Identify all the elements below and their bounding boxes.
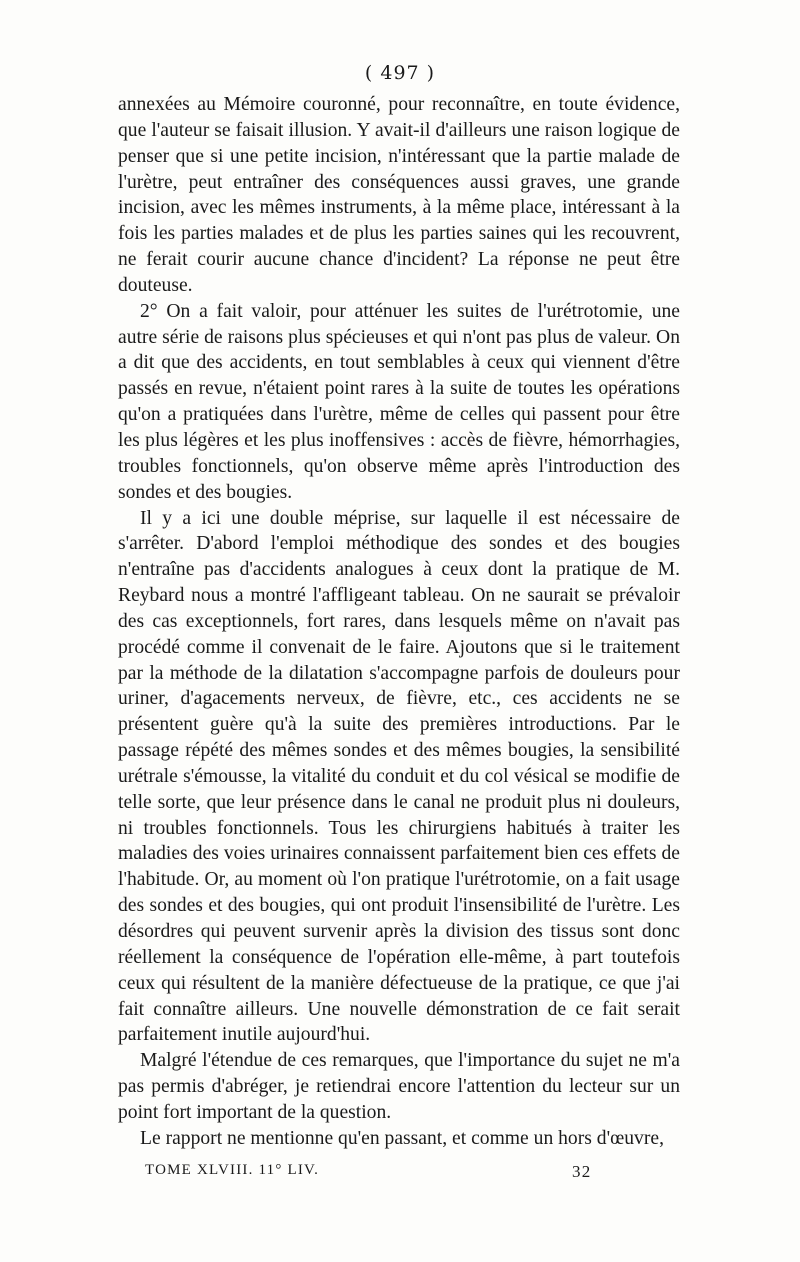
paragraph-second-argument: 2° On a fait valoir, pour atténuer les suites de l'urétrotomie, une autre série de raisons plus spécieuses et qui n'ont pas plus de valeur. On a dit que des accidents, en tout semblables à ceux qui viennent d'être passés en revue, n'étaient point rares à la suite de toutes les opérations qu'on a pratiquées dans l'urètre, même de celles qui passent pour être les plus légères et les plus inoffensives : accès de fièvre, hémorrhagies, troubles fonctionnels, qu'on observe même après l'introduction des sondes et des bougies. (118, 300, 680, 503)
paragraph-remarks: Malgré l'étendue de ces remarques, que l'importance du sujet ne m'a pas permis d'abréger, je retiendrai encore l'attention du lecteur sur un point fort important de la question. (118, 1050, 680, 1123)
paragraph-report: Le rapport ne mentionne qu'en passant, et comme un hors d'œuvre, (140, 1127, 664, 1149)
signature-mark: TOME XLVIII. 11° LIV. (145, 1162, 320, 1178)
page-number: ( 497 ) (364, 62, 436, 84)
paragraph-continued: annexées au Mémoire couronné, pour reconnaître, en toute évidence, que l'auteur se faisait illusion. Y avait-il d'ailleurs une raison logique de penser que si une petite incision, n'intéressant que la partie malade de l'urètre, peut entraîner des conséquences aussi graves, une grande incision, avec les mêmes instruments, à la même place, intéressant à la fois les parties malades et de plus les parties saines qui les recouvrent, ne ferait courir aucune chance d'incident? La réponse ne peut être douteuse. (118, 94, 680, 296)
paragraph-double-misunderstanding: Il y a ici une double méprise, sur laquelle il est nécessaire de s'arrêter. D'abord l'emploi méthodique des sondes et des bougies n'entraîne pas d'accidents analogues à ceux dont la pratique de M. Reybard nous a montré l'affligeant tableau. On ne saurait se prévaloir des cas exceptionnels, fort rares, dans lesquels même on n'avait pas procédé comme il convenait de le faire. Ajoutons que si le traitement par la méthode de la dilatation s'accompagne parfois de douleurs pour uriner, d'agacements nerveux, de fièvre, etc., ces accidents ne se présentent guère qu'à la suite des premières introductions. Par le passage répété des mêmes sondes et des mêmes bougies, la sensibilité urétrale s'émousse, la vitalité du conduit et du col vésical se modifie de telle sorte, que leur présence dans le canal ne produit plus ni douleurs, ni troubles fonctionnels. Tous les chirurgiens habitués à traiter les maladies des voies urinaires connaissent parfaitement bien ces effets de l'habitude. Or, au moment où l'on pratique l'urétrotomie, on a fait usage des sondes et des bougies, qui ont produit l'insensibilité de l'urètre. Les désordres qui peuvent survenir après la division des tissus sont donc réellement la conséquence de l'opération elle-même, à part toutefois ceux qui résultent de la manière défectueuse de la pratique, ce que j'ai fait connaître ailleurs. Une nouvelle démonstration de ce fait serait parfaitement inutile aujourd'hui. (118, 507, 680, 1046)
gathering-number: 32 (572, 1162, 592, 1181)
body-text (118, 92, 680, 1152)
